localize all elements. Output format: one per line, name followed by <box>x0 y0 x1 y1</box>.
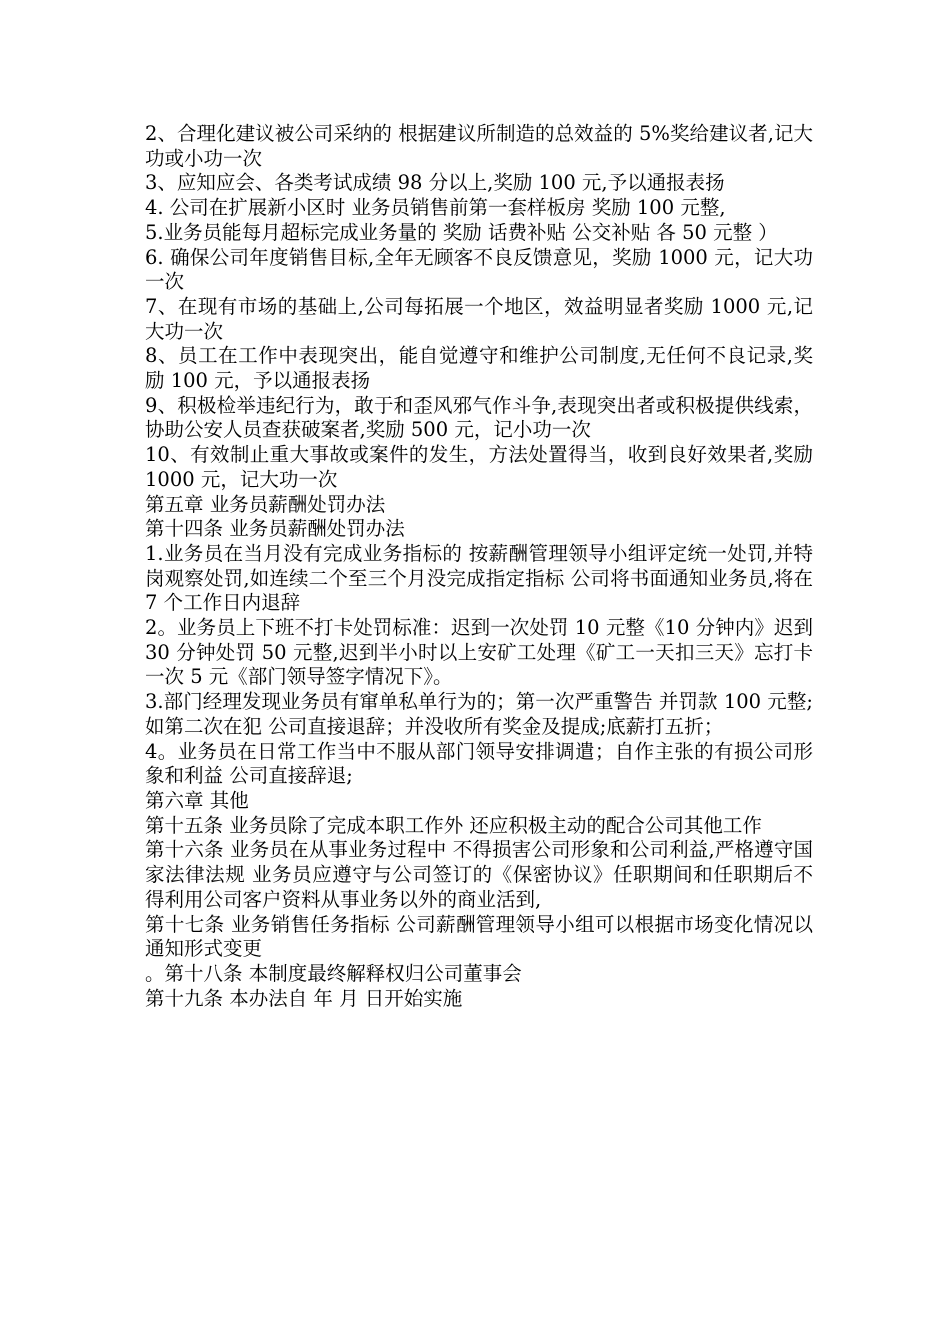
chapter-heading-6: 第六章 其他 <box>145 788 249 812</box>
paragraph-reward-2: 2、合理化建议被公司采纳的 根据建议所制造的总效益的 5%奖给建议者,记大功或小功一次 <box>145 122 813 170</box>
paragraph-penalty-3: 3.部门经理发现业务员有窜单私单行为的；第一次严重警告 并罚款 100 元整;如第二次在犯 公司直接退辞；并没收所有奖金及提成;底薪打五折； <box>145 690 813 738</box>
article-16: 第十六条 业务员在从事业务过程中 不得损害公司形象和公司利益,严格遵守国家法律法规 业务员应遵守与公司签订的《保密协议》任职期间和任职期后不得利用公司客户资料从事业务以外的商业活到, <box>145 838 813 911</box>
paragraph-penalty-2: 2。业务员上下班不打卡处罚标准：迟到一次处罚 10 元整《10 分钟内》迟到 30 分钟处罚 50 元整,迟到半小时以上安矿工处理《矿工一天扣三天》忘打卡一次 5 元《部门领导签字情况下》。 <box>145 616 813 689</box>
document-body <box>145 122 813 1011</box>
article-15: 第十五条 业务员除了完成本职工作外 还应积极主动的配合公司其他工作 <box>145 813 762 837</box>
article-heading-14: 第十四条 业务员薪酬处罚办法 <box>145 517 405 541</box>
paragraph-penalty-4: 4。业务员在日常工作当中不服从部门领导安排调遣；自作主张的有损公司形象和利益 公司直接辞退; <box>145 739 813 788</box>
article-19: 第十九条 本办法自 年 月 日开始实施 <box>145 986 463 1010</box>
paragraph-reward-5: 5.业务员能每月超标完成业务量的 奖励 话费补贴 公交补贴 各 50 元整 ） <box>145 220 778 244</box>
paragraph-reward-10: 10、有效制止重大事故或案件的发生，方法处置得当，收到良好效果者,奖励 1000 元，记大功一次 <box>145 443 813 491</box>
article-18: 。第十八条 本制度最终解释权归公司董事会 <box>145 961 522 985</box>
chapter-heading-5: 第五章 业务员薪酬处罚办法 <box>145 492 386 516</box>
article-17: 第十七条 业务销售任务指标 公司薪酬管理领导小组可以根据市场变化情况以通知形式变更 <box>145 912 813 961</box>
paragraph-reward-9: 9、积极检举违纪行为，敢于和歪风邪气作斗争,表现突出者或积极提供线索，协助公安人员查获破案者,奖励 500 元，记小功一次 <box>145 393 813 442</box>
paragraph-reward-6: 6. 确保公司年度销售目标,全年无顾客不良反馈意见，奖励 1000 元，记大功一次 <box>145 245 813 294</box>
paragraph-reward-8: 8、员工在工作中表现突出，能自觉遵守和维护公司制度,无任何不良记录,奖励 100 元，予以通报表扬 <box>145 344 813 393</box>
paragraph-reward-7: 7、在现有市场的基础上,公司每拓展一个地区，效益明显者奖励 1000 元,记大功一次 <box>145 294 813 343</box>
paragraph-penalty-1: 1.业务员在当月没有完成业务指标的 按薪酬管理领导小组评定统一处罚,并特岗观察处罚,如连续二个至三个月没完成指定指标 公司将书面通知业务员,将在 7 个工作日内退辞 <box>145 541 813 615</box>
paragraph-reward-3: 3、应知应会、各类考试成绩 98 分以上,奖励 100 元,予以通报表扬 <box>145 171 725 195</box>
paragraph-reward-4: 4. 公司在扩展新小区时 业务员销售前第一套样板房 奖励 100 元整, <box>145 196 726 220</box>
